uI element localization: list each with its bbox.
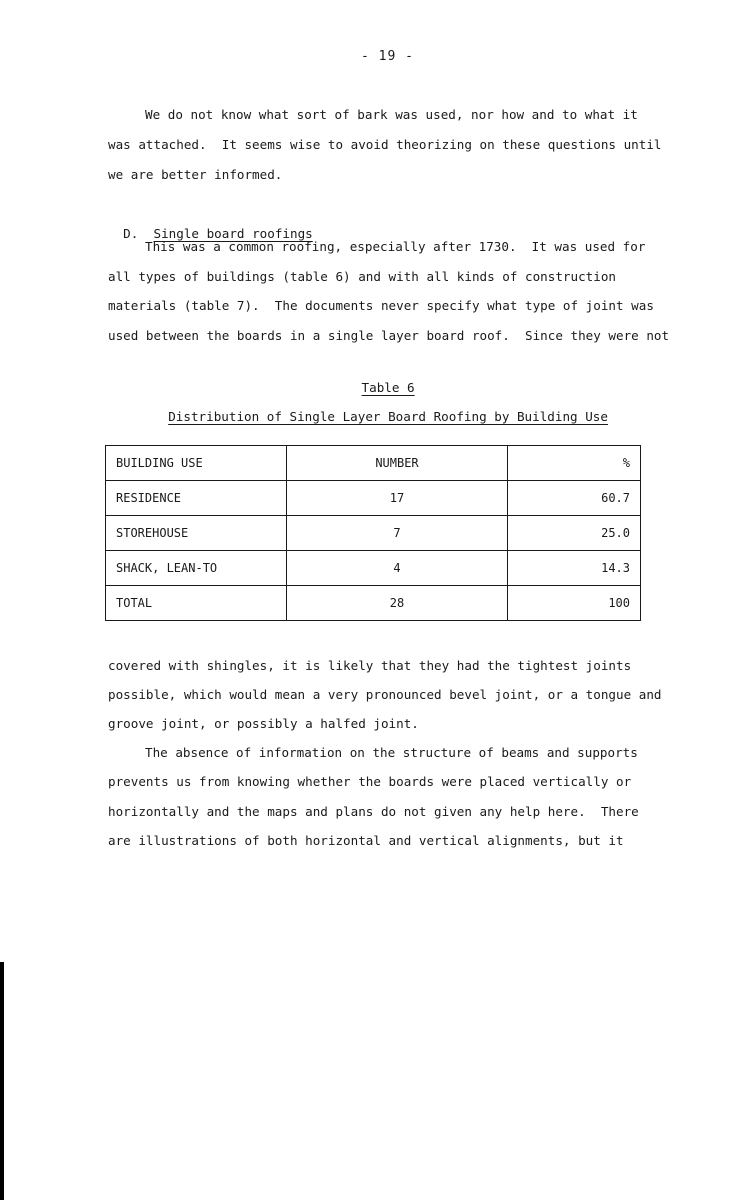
cell-percent: 60.7 — [508, 481, 641, 516]
header-number: NUMBER — [287, 446, 508, 481]
text-line: groove joint, or possibly a halfed joint. — [108, 716, 419, 731]
text-line: covered with shingles, it is likely that they had the tightest joints — [108, 658, 632, 673]
cell-building-use: STOREHOUSE — [106, 516, 287, 551]
cell-percent: 100 — [508, 586, 641, 621]
table-row — [106, 551, 641, 586]
cell-building-use: TOTAL — [106, 586, 287, 621]
cell-building-use: SHACK, LEAN-TO — [106, 551, 287, 586]
text-line: materials (table 7). The documents never specify what type of joint was — [108, 298, 654, 313]
section-title: Single board roofings — [153, 226, 313, 241]
scan-edge-mark — [0, 962, 4, 1200]
table-total-row — [106, 586, 641, 621]
cell-number: 17 — [287, 481, 508, 516]
cell-number: 7 — [287, 516, 508, 551]
section-heading — [108, 211, 313, 241]
text-line: The absence of information on the structure of beams and supports — [145, 745, 638, 760]
table-row — [106, 516, 641, 551]
page-number: - 19 - — [361, 49, 414, 64]
table-number — [108, 365, 653, 395]
text-line: used between the boards in a single layer board roof. Since they were not — [108, 328, 670, 343]
text-line: all types of buildings (table 6) and with all kinds of construction — [108, 269, 616, 284]
header-building-use: BUILDING USE — [106, 446, 287, 481]
distribution-table — [105, 445, 641, 621]
text-line: horizontally and the maps and plans do not given any help here. There — [108, 804, 639, 819]
cell-percent: 25.0 — [508, 516, 641, 551]
text-line: This was a common roofing, especially after 1730. It was used for — [145, 239, 646, 254]
section-label: D. — [123, 226, 139, 241]
text-line: we are better informed. — [108, 167, 283, 182]
text-line: prevents us from knowing whether the boards were placed vertically or — [108, 774, 632, 789]
table-number-text: Table 6 — [361, 380, 415, 395]
cell-percent: 14.3 — [508, 551, 641, 586]
table-caption-text: Distribution of Single Layer Board Roofing by Building Use — [168, 409, 608, 424]
cell-number: 28 — [287, 586, 508, 621]
text-line: possible, which would mean a very pronounced bevel joint, or a tongue and — [108, 687, 662, 702]
text-line: was attached. It seems wise to avoid theorizing on these questions until — [108, 137, 662, 152]
table-caption — [108, 394, 653, 424]
cell-building-use: RESIDENCE — [106, 481, 287, 516]
table-header-row — [106, 446, 641, 481]
text-line: are illustrations of both horizontal and vertical alignments, but it — [108, 833, 624, 848]
cell-number: 4 — [287, 551, 508, 586]
header-percent: % — [508, 446, 641, 481]
text-line: We do not know what sort of bark was used, nor how and to what it — [145, 107, 638, 122]
table-row — [106, 481, 641, 516]
